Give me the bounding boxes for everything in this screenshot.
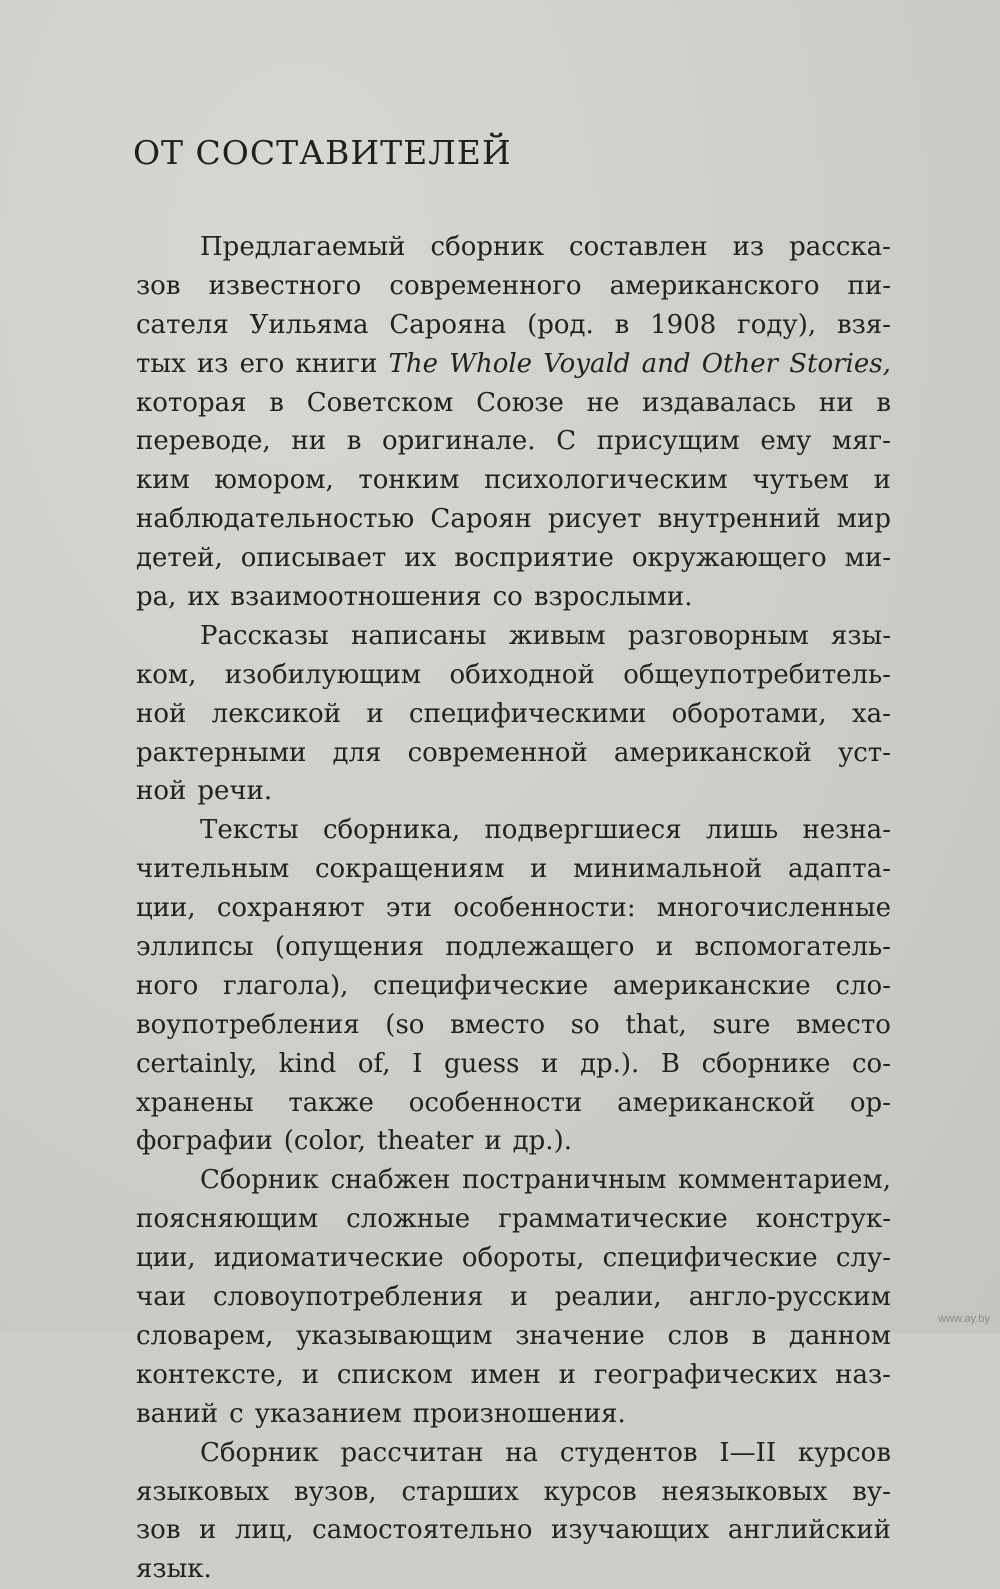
text-line: зов известного современного американского пи- (136, 270, 891, 301)
text-line: ра, их взаимоотношения со взрослыми. (136, 582, 693, 613)
text-line: язык. (136, 1554, 212, 1585)
text-line: эллипсы (опущения подлежащего и вспомогатель- (136, 932, 891, 963)
text-line: поясняющим сложные грамматические конструк- (136, 1204, 891, 1235)
text-line: ции, сохраняют эти особенности: многочисленные (136, 893, 891, 924)
text-line: чительным сокращениям и минимальной адапта- (136, 854, 891, 885)
text-line: Сборник снабжен постраничным комментарием, (200, 1165, 891, 1196)
text-line: детей, описывает их восприятие окружающего ми- (136, 543, 891, 574)
text-line: ком, изобилующим обиходной общеупотребитель- (136, 659, 891, 690)
text-line: ким юмором, тонким психологическим чутьем и (136, 465, 891, 496)
text-line: Предлагаемый сборник составлен из расска- (200, 232, 891, 262)
text-line: тых из его книги The Whole Voyald and Other Stories, (136, 348, 891, 379)
watermark: www.ay.by (938, 1313, 990, 1325)
text-line: рактерными для современной американской уст- (136, 737, 891, 768)
text-line: словарем, указывающим значение слов в данном (136, 1320, 891, 1351)
text-line: хранены также особенности американской ор- (136, 1087, 891, 1118)
text-line: чаи словоупотребления и реалии, англо-русским (136, 1282, 891, 1313)
text-line: ной речи. (136, 776, 273, 807)
body-text (136, 228, 891, 1589)
text-line: которая в Советском Союзе не издавалась ни в (136, 387, 891, 418)
text-line: Рассказы написаны живым разговорным язы- (200, 620, 891, 651)
text-line: фографии (color, theater и др.). (136, 1126, 572, 1157)
text-line: certainly, kind of, I guess и др.). В сборнике со- (136, 1048, 891, 1079)
text-line: наблюдательностью Сароян рисует внутренний мир (136, 504, 891, 535)
section-heading: ОТ СОСТАВИТЕЛЕЙ (133, 133, 512, 172)
text-line: ваний с указанием произношения. (136, 1398, 626, 1429)
text-line: ного глагола), специфические американские сло- (136, 970, 891, 1001)
text-line: переводе, ни в оригинале. С присущим ему мяг- (136, 426, 891, 457)
text-line: языковых вузов, старших курсов неязыковых ву- (136, 1476, 891, 1507)
text-line: Сборник рассчитан на студентов I—II курсов (200, 1437, 891, 1468)
text-line: сателя Уильяма Сарояна (род. в 1908 году), взя- (136, 309, 891, 340)
text-line: воупотребления (so вместо so that, sure вместо (136, 1009, 891, 1040)
text-line: Тексты сборника, подвергшиеся лишь незна- (200, 815, 891, 846)
text-line: ции, идиоматические обороты, специфические слу- (136, 1243, 891, 1274)
text-line: ной лексикой и специфическими оборотами, ха- (136, 698, 891, 729)
text-line: контексте, и списком имен и географических наз- (136, 1359, 891, 1390)
text-line: зов и лиц, самостоятельно изучающих английский (136, 1515, 891, 1546)
